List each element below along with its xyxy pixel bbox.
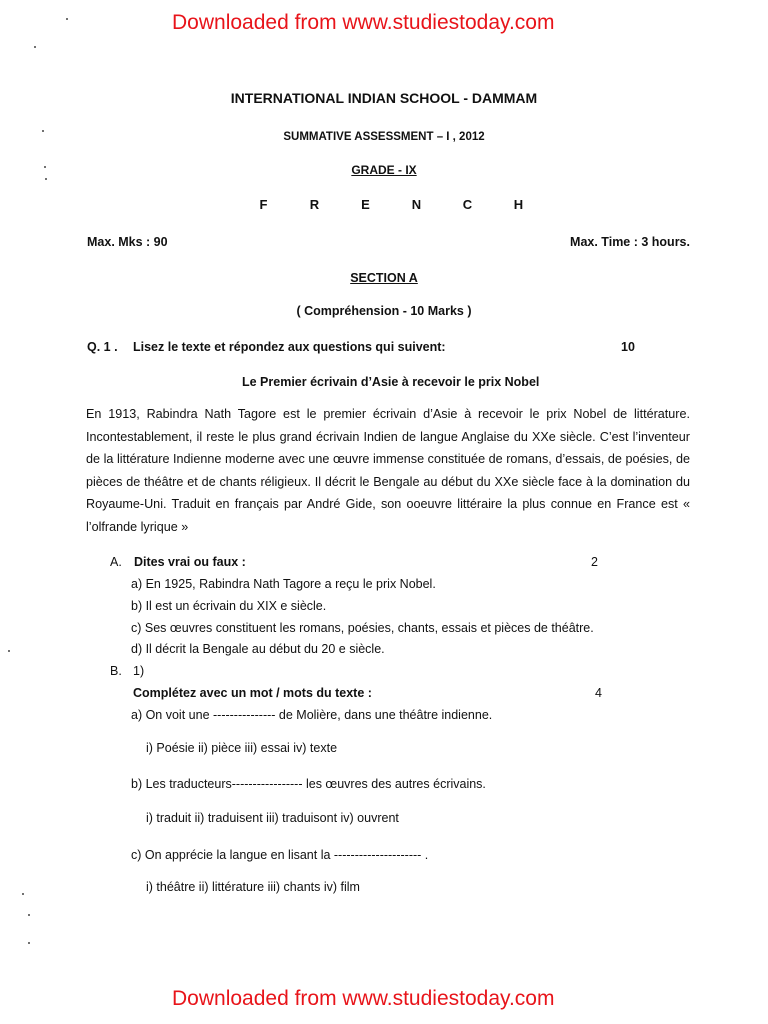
grade-label: GRADE - IX (351, 163, 417, 177)
part-a-marks: 2 (591, 555, 598, 569)
part-a-letter: A. (110, 555, 122, 569)
download-banner-top: Downloaded from www.studiestoday.com (172, 11, 555, 34)
options-a: i) Poésie ii) pièce iii) essai iv) texte (146, 741, 338, 755)
subject-letter: R (309, 197, 320, 212)
scan-speck (34, 46, 36, 48)
passage-text: En 1913, Rabindra Nath Tagore est le premier écrivain d’Asie à recevoir le prix Nobel de littérature. Incontestablement, il reste le plus grand écrivain Indien de langue Anglaise du XXe siècle. C’est l’inventeur de la littérature Indienne moderne avec une œuvre immense constituée de romans, d’essais, de poésies, de pièces de théâtre et de chants réligieux. Il décrit le Bengale au début du XXe siècle face à la domination du Royaume-Uni. Traduit en français par André Gide, son ooeuvre littéraire la plus connue en France est « l’olfrande lyrique » (86, 407, 690, 534)
subject-title (238, 197, 544, 212)
list-item: d) Il décrit la Bengale au début du 20 e siècle. (131, 642, 385, 656)
list-item: c) Ses œuvres constituent les romans, poésies, chants, essais et pièces de théâtre. (131, 621, 594, 635)
section-subtitle: ( Compréhension - 10 Marks ) (296, 304, 472, 318)
assessment-title: SUMMATIVE ASSESSMENT – I , 2012 (283, 131, 485, 143)
school-name: INTERNATIONAL INDIAN SCHOOL - DAMMAM (230, 90, 538, 106)
max-time: Max. Time : 3 hours. (570, 235, 690, 249)
subject-letter: C (462, 197, 473, 212)
subject-letter: H (513, 197, 524, 212)
list-item: b) Il est un écrivain du XIX e siècle. (131, 599, 327, 613)
passage-title: Le Premier écrivain d’Asie à recevoir le prix Nobel (242, 375, 540, 389)
scan-speck (42, 130, 44, 132)
part-b-letter: B. (110, 664, 122, 678)
subject-letter: E (361, 197, 370, 212)
part-a-title: Dites vrai ou faux : (134, 555, 246, 569)
download-banner-bottom: Downloaded from www.studiestoday.com (172, 987, 555, 1010)
fill-question-b: b) Les traducteurs----------------- les œuvres des autres écrivains. (131, 777, 486, 791)
scan-speck (28, 914, 30, 916)
part-b-number: 1) (133, 664, 145, 678)
part-b-marks: 4 (595, 686, 602, 700)
scan-speck (22, 893, 24, 895)
question-instruction: Lisez le texte et répondez aux questions qui suivent: (133, 340, 446, 354)
fill-question-c: c) On apprécie la langue en lisant la --------------------- . (131, 848, 429, 862)
options-c: i) théâtre ii) littérature iii) chants iv) film (146, 880, 360, 894)
scan-speck (44, 166, 46, 168)
list-item: a) En 1925, Rabindra Nath Tagore a reçu le prix Nobel. (131, 577, 436, 591)
subject-letter: N (411, 197, 422, 212)
scan-speck (28, 942, 30, 944)
scan-speck (66, 18, 68, 20)
fill-question-a: a) On voit une --------------- de Molière, dans une théâtre indienne. (131, 708, 493, 722)
max-marks: Max. Mks : 90 (87, 235, 168, 249)
scan-speck (8, 650, 10, 652)
subject-letter: F (259, 197, 268, 212)
options-b: i) traduit ii) traduisent iii) traduisont iv) ouvrent (146, 811, 399, 825)
question-marks: 10 (621, 340, 635, 354)
scan-speck (45, 178, 47, 180)
part-b-title: Complétez avec un mot / mots du texte : (133, 686, 372, 700)
question-label: Q. 1 . (87, 340, 118, 354)
section-title: SECTION A (350, 271, 418, 285)
